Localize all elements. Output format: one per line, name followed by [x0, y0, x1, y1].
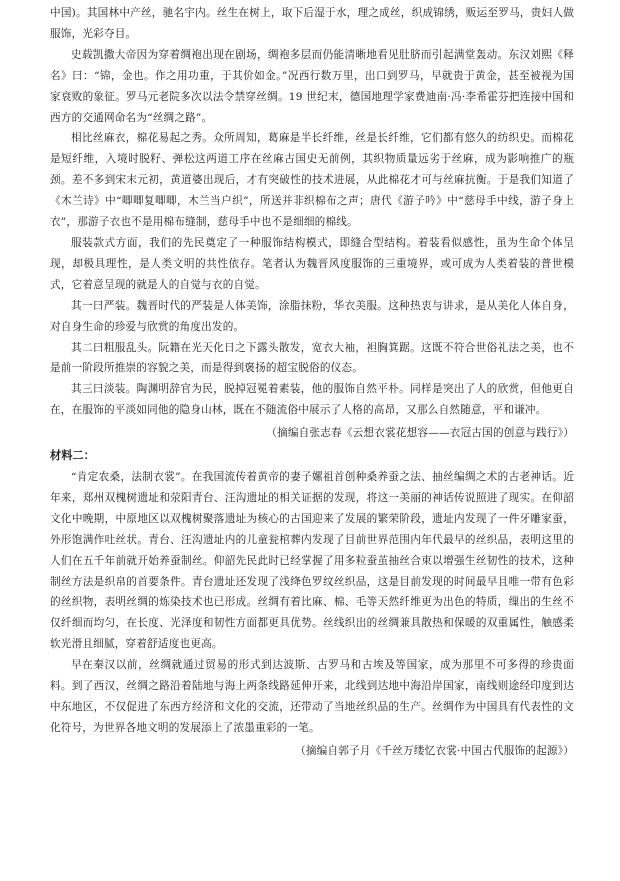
paragraph-plain-dress: 其三曰淡装。陶渊明辞官为民，脱掉冠冕着素装，他的服饰自然平朴。同样是突出了人的欣赏，但他更自在，在服饰的平淡如同他的隐身山林，既在不随流俗中展示了人格的高昂，又那么自然随意，平和谦冲。	[50, 383, 574, 417]
paragraph-strict-dress: 其一曰严装。魏晋时代的严装是人体美饰，涂脂抹粉，华衣美服。这种热衷与讲求，是从美化人体自身，对自身生命的珍爱与欣赏的角度出发的。	[50, 299, 574, 333]
material-two-heading: 材料二：	[50, 449, 95, 463]
paragraph-clothing-style: 服装款式方面，我们的先民奠定了一种服饰结构模式，即缝合型结构。着装看似感性，虽为生命个体呈现，却极具理性，是人类文明的共性依存。笔者认为魏晋风度服饰的三重境界，或可成为人类着装的普世模式，它着意呈现的就是人的自觉与衣的自觉。	[50, 236, 574, 291]
paragraph-cotton: 相比丝麻衣，棉花易起之秀。众所周知，葛麻是半长纤维，丝是长纤维，它们都有悠久的纺织史。而棉花是短纤维，入境时脱籽、弹松这两道工序在丝麻古国史无前例，其织物质量远劣于丝麻，成为影响推广的瓶颈。差不多到宋末元初，黄道婆出现后，才有突破性的技术进展，从此棉花才可与丝麻抗衡。于是我们知道了《木兰诗》中“唧唧复唧唧，木兰当户织”，所送并非织棉布之声；唐代《游子吟》中“慈母手中线，游子身上衣”，那游子衣也不是用棉布缝制，慈母手中也不是细细的棉线。	[50, 132, 574, 229]
material-one-section	[50, 3, 574, 444]
paragraph-silk-myth: “肯定农桑，法制衣裳”。在我国流传着黄帝的妻子嫘祖首创种桑养蚕之法、抽丝编绸之术的古老神话。近年来，郑州双槐树遗址和荥阳青台、汪沟遗址的相关证据的发现，将这一美丽的神话传说照进了现实。在仰韶文化中晚期，中原地区以双槐树聚落遗址为核心的古国迎来了发展的繁荣阶段，遗址内发现了一件牙雕家蚕，外形饱满作吐丝状。青台、汪沟遗址内的儿童瓮棺葬内发现了目前世界范围内年代最早的丝织品，表明这里的人们在五千年前就开始养蚕制丝。仰韶先民此时已经掌握了用多粒蚕茧抽丝合束以增强生丝韧性的技术，这种制丝方法是织帛的首要条件。青台遗址还发现了浅绛色罗纹丝织品，这是目前发现的时间最早且唯一带有色彩的丝织物，表明丝绸的炼染技术也已形成。丝绸有着比麻、棉、毛等天然纤维更为出色的特质，缫出的生丝不仅纤细而均匀，在长度、光泽度和韧性方面都更具优势。丝线织出的丝绸兼具散热和保暖的双重属性，触感柔软光滑且细腻，穿着舒适度也更高。	[50, 471, 574, 651]
paragraph-rough-dress: 其二曰粗服乱头。阮籍在光天化日之下露头散发，宽衣大袖，袒胸箕踞。这既不符合世俗礼法之美，也不是前一阶段所推崇的容貌之美，而是得到褒扬的超宝脱俗的仪态。	[50, 341, 574, 375]
paragraph-silk-rome: 史载凯撒大帝因为穿着绸袍出现在剧场，绸袍多层而仍能清晰地看见肚脐而引起满堂轰动。东汉刘熙《释名》曰：“锦，金也。作之用功重，于其价如金。”况西行数万里，出口到罗马，早就贵于黄金，甚至被视为国家衰败的象征。罗马元老院多次以法令禁穿丝绸。19 世纪末，德国地理学家费迪南·冯·李希霍芬把连接中国和西方的交通网命名为“丝绸之路”。	[50, 48, 574, 124]
citation-material-one: （摘编自张志春《云想衣裳花想容——衣冠古国的创意与践行》）	[266, 427, 574, 440]
paragraph-silk-origin: 中国)。其国林中产丝，驰名宇内。丝生在树上，取下后湿于水，理之成丝，织成锦绣，贩运至罗马，贵妇人做服饰，光彩夺目。	[50, 7, 574, 40]
paragraph-silk-road: 早在秦汉以前，丝绸就通过贸易的形式到达波斯、古罗马和古埃及等国家，成为那里不可多得的珍贵面料。到了西汉，丝绸之路沿着陆地与海上两条线路延伸开来，北线到达地中海沿岸国家，南线则途经印度到达中东地区，不仅促进了东西方经济和文化的交流，还带动了当地丝织品的生产。丝绸作为中国具有代表性的文化符号，为世界各地文明的发展添上了浓墨重彩的一笔。	[50, 659, 574, 734]
citation-material-two: （摘编自郭子月《千丝万缕忆衣裳·中国古代服饰的起源》）	[295, 744, 574, 757]
material-two-section	[50, 445, 574, 762]
